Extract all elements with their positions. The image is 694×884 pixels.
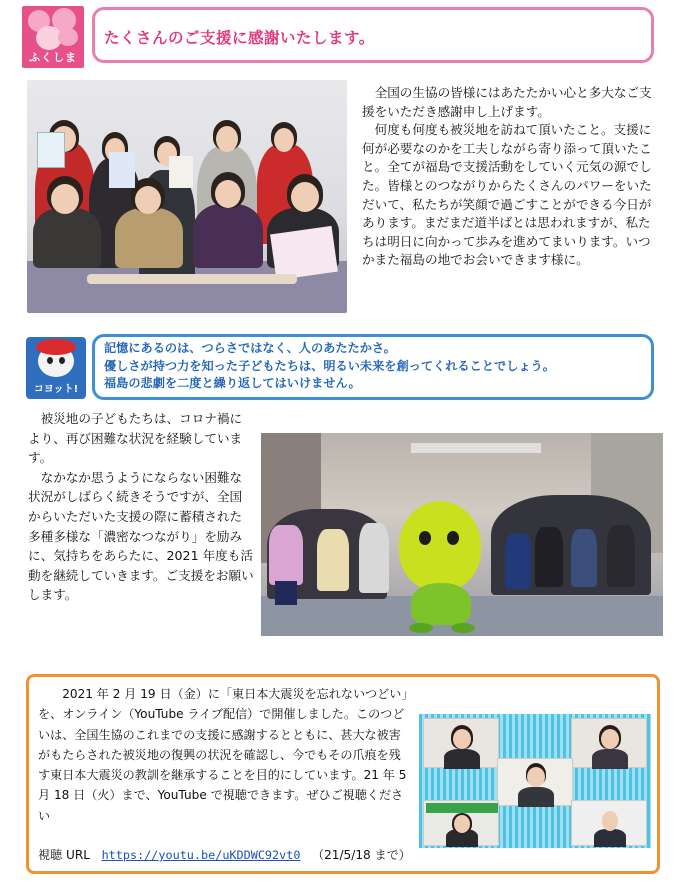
online-meeting-screenshot [419,714,651,848]
message-banner [104,340,650,393]
page-title: たくさんのご支援に感謝いたします。 [104,29,375,47]
url-note: （21/5/18 まで） [312,848,411,862]
intro-paragraph-2: 何度も何度も被災地を訪ねて頂いたこと。支援に何が必要なのかを工夫しながら寄り添って頂いたこと。全てが福島で支援活動をしていく元気の源でした。皆様とのつながりからたくさんのパワーをいただいて、私たちが笑顔で過ごすことができる今日があります。まだまだ道半ばとは思われますが、私たちは明日に向かって歩みを進めてまいります。いつかまた福島の地でお会いできます様に。 [362,122,652,268]
coyotte-mascot-badge [26,337,86,399]
message-line-3: 福島の悲劇を二度と繰り返してはいけません。 [104,376,361,390]
mascot-character [399,501,481,591]
event-text: 2021 年 2 月 19 日（金）に「東日本大震災を忘れないつどい」を、オンライン（YouTube ライブ配信）で開催しました。このつどいは、全国生協のこれまでの支援に感謝するとともに、甚大な被害がもたらされた被災地の復興の状況を確認し、今でもその爪痕を残す東日本大震災の教訓を継承することを目的にしています。21 年 5 月 18 日（火）まで、YouTube で視聴できます。ぜひご視聴ください [38,687,408,823]
children-paragraph-1: 被災地の子どもたちは、コロナ禍により、再び困難な状況を経験しています。 [28,411,243,466]
url-label: 視聴 URL [38,848,91,862]
children-paragraph-2: なかなか思うようにならない困難な状況がしばらく続きそうですが、全国からいただいた支援の際に蓄積された多種多様な「濃密なつながり」を励みに、気持ちをあらたに、2021 年度も活動を継続していきます。ご支援をお願いします。 [28,469,254,603]
youtube-link[interactable]: https://youtu.be/uKDDWC92vt0 [101,848,301,862]
message-line-2: 優しさが持つ力を知った子どもたちは、明るい未来を創ってくれることでしょう。 [104,358,555,373]
mascot-icon [38,345,74,377]
logo-text: ふくしま [29,51,77,64]
intro-text [362,84,662,270]
intro-paragraph-1: 全国の生協の皆様にはあたたかい心と多大なご支援をいただき感謝申し上げます。 [362,85,652,119]
event-description [38,684,410,826]
group-photo-volunteers [27,80,347,313]
group-photo-children [261,433,663,636]
watch-url-line [38,846,411,863]
mascot-label: コヨット! [33,384,79,395]
fukushima-logo [22,6,84,68]
message-line-1: 記憶にあるのは、つらさではなく、人のあたたかさ。 [104,341,396,355]
children-text [28,409,254,605]
